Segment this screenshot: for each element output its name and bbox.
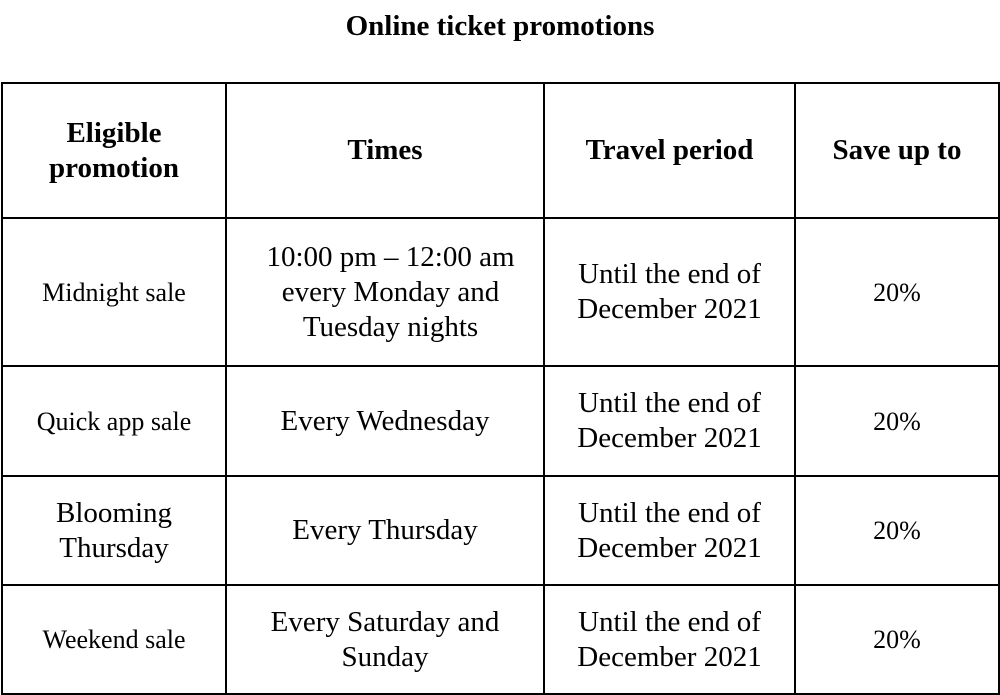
promotions-table	[1, 82, 1000, 695]
promotion-cell: Midnight sale	[2, 218, 226, 366]
table-row	[2, 366, 999, 476]
table-row	[2, 585, 999, 694]
times-cell: Every Thursday	[226, 476, 544, 585]
table-header-row	[2, 83, 999, 218]
header-save-up-to: Save up to	[795, 83, 999, 218]
save-cell: 20%	[795, 218, 999, 366]
table-row	[2, 476, 999, 585]
times-cell: Every Wednesday	[226, 366, 544, 476]
travel-period-cell: Until the end of December 2021	[544, 366, 795, 476]
travel-period-cell: Until the end of December 2021	[544, 585, 795, 694]
header-eligible-promotion: Eligible promotion	[2, 83, 226, 218]
promotion-cell: Weekend sale	[2, 585, 226, 694]
promotion-cell: Quick app sale	[2, 366, 226, 476]
travel-period-cell: Until the end of December 2021	[544, 476, 795, 585]
save-cell: 20%	[795, 476, 999, 585]
promotion-cell: Blooming Thursday	[2, 476, 226, 585]
save-cell: 20%	[795, 585, 999, 694]
header-travel-period: Travel period	[544, 83, 795, 218]
save-cell: 20%	[795, 366, 999, 476]
times-cell: Every Saturday and Sunday	[226, 585, 544, 694]
header-times: Times	[226, 83, 544, 218]
page-title: Online ticket promotions	[345, 10, 655, 42]
travel-period-cell: Until the end of December 2021	[544, 218, 795, 366]
table-row	[2, 218, 999, 366]
times-cell: 10:00 pm – 12:00 am every Monday and Tuesday nights	[226, 218, 544, 366]
